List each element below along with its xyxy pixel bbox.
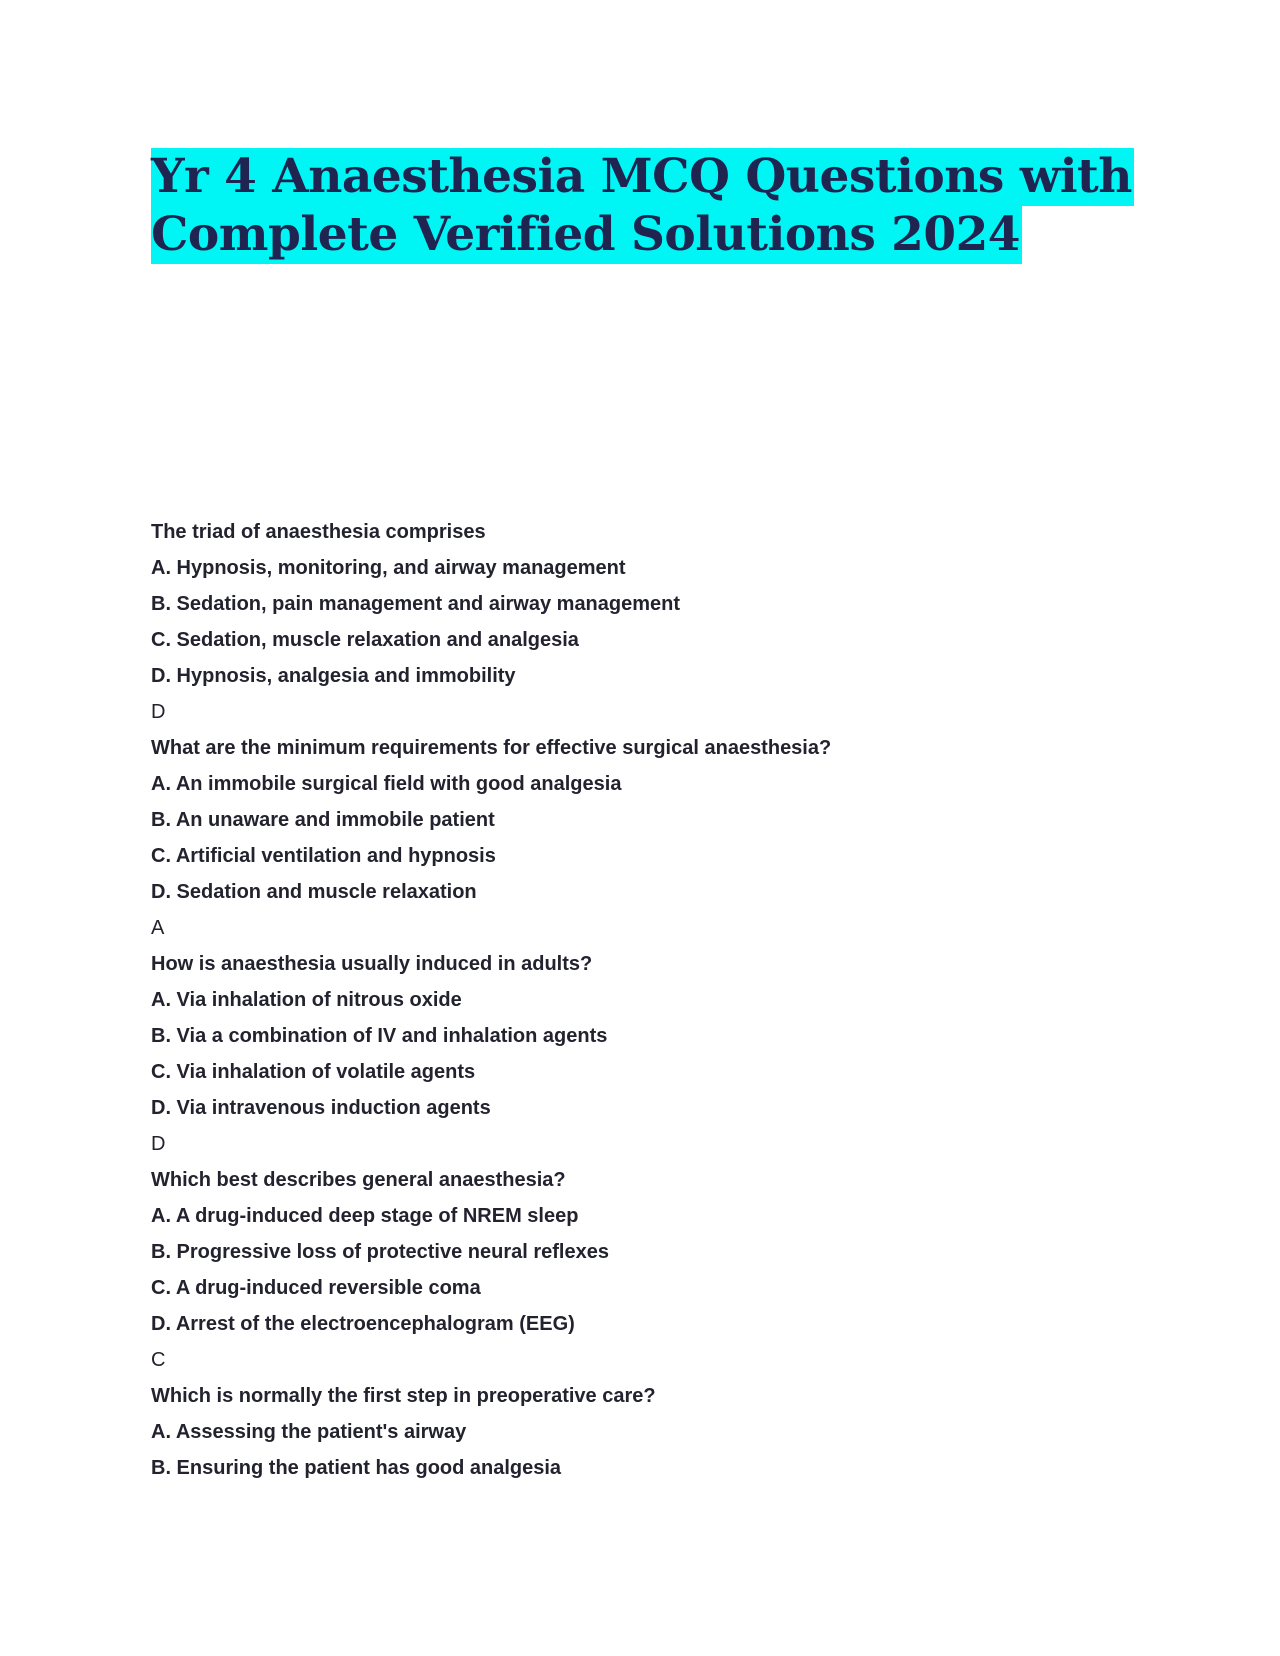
option-d: D. Arrest of the electroencephalogram (EEG)	[151, 1313, 575, 1335]
option-a: A. Via inhalation of nitrous oxide	[151, 989, 462, 1011]
option-a: A. Assessing the patient's airway	[151, 1421, 467, 1443]
option-d: D. Hypnosis, analgesia and immobility	[151, 665, 516, 687]
question-text: Which is normally the first step in preoperative care?	[151, 1385, 656, 1407]
option-d: D. Sedation and muscle relaxation	[151, 881, 477, 903]
answer-key: D	[151, 701, 166, 723]
answer-key: D	[151, 1133, 166, 1155]
option-b: B. Sedation, pain management and airway management	[151, 593, 681, 615]
option-c: C. Via inhalation of volatile agents	[151, 1061, 476, 1083]
question-text: The triad of anaesthesia comprises	[151, 521, 486, 543]
title-line-2: Complete Verified Solutions 2024	[151, 207, 1020, 262]
answer-key: A	[151, 917, 165, 939]
question-text: Which best describes general anaesthesia?	[151, 1169, 566, 1191]
question-text: How is anaesthesia usually induced in adults?	[151, 953, 593, 975]
option-a: A. An immobile surgical field with good analgesia	[151, 773, 622, 795]
option-c: C. A drug-induced reversible coma	[151, 1277, 481, 1299]
option-b: B. An unaware and immobile patient	[151, 809, 495, 831]
option-a: A. Hypnosis, monitoring, and airway management	[151, 557, 626, 579]
option-b: B. Via a combination of IV and inhalation agents	[151, 1025, 608, 1047]
question-text: What are the minimum requirements for effective surgical anaesthesia?	[151, 737, 832, 759]
option-d: D. Via intravenous induction agents	[151, 1097, 491, 1119]
option-b: B. Ensuring the patient has good analgesia	[151, 1457, 562, 1479]
title-line-1: Yr 4 Anaesthesia MCQ Questions with	[151, 149, 1132, 204]
document-title	[151, 148, 1132, 264]
answer-key: C	[151, 1349, 166, 1371]
option-b: B. Progressive loss of protective neural reflexes	[151, 1241, 609, 1263]
option-c: C. Artificial ventilation and hypnosis	[151, 845, 496, 867]
question-list	[151, 514, 1151, 1486]
option-c: C. Sedation, muscle relaxation and analgesia	[151, 629, 579, 651]
option-a: A. A drug-induced deep stage of NREM sleep	[151, 1205, 579, 1227]
